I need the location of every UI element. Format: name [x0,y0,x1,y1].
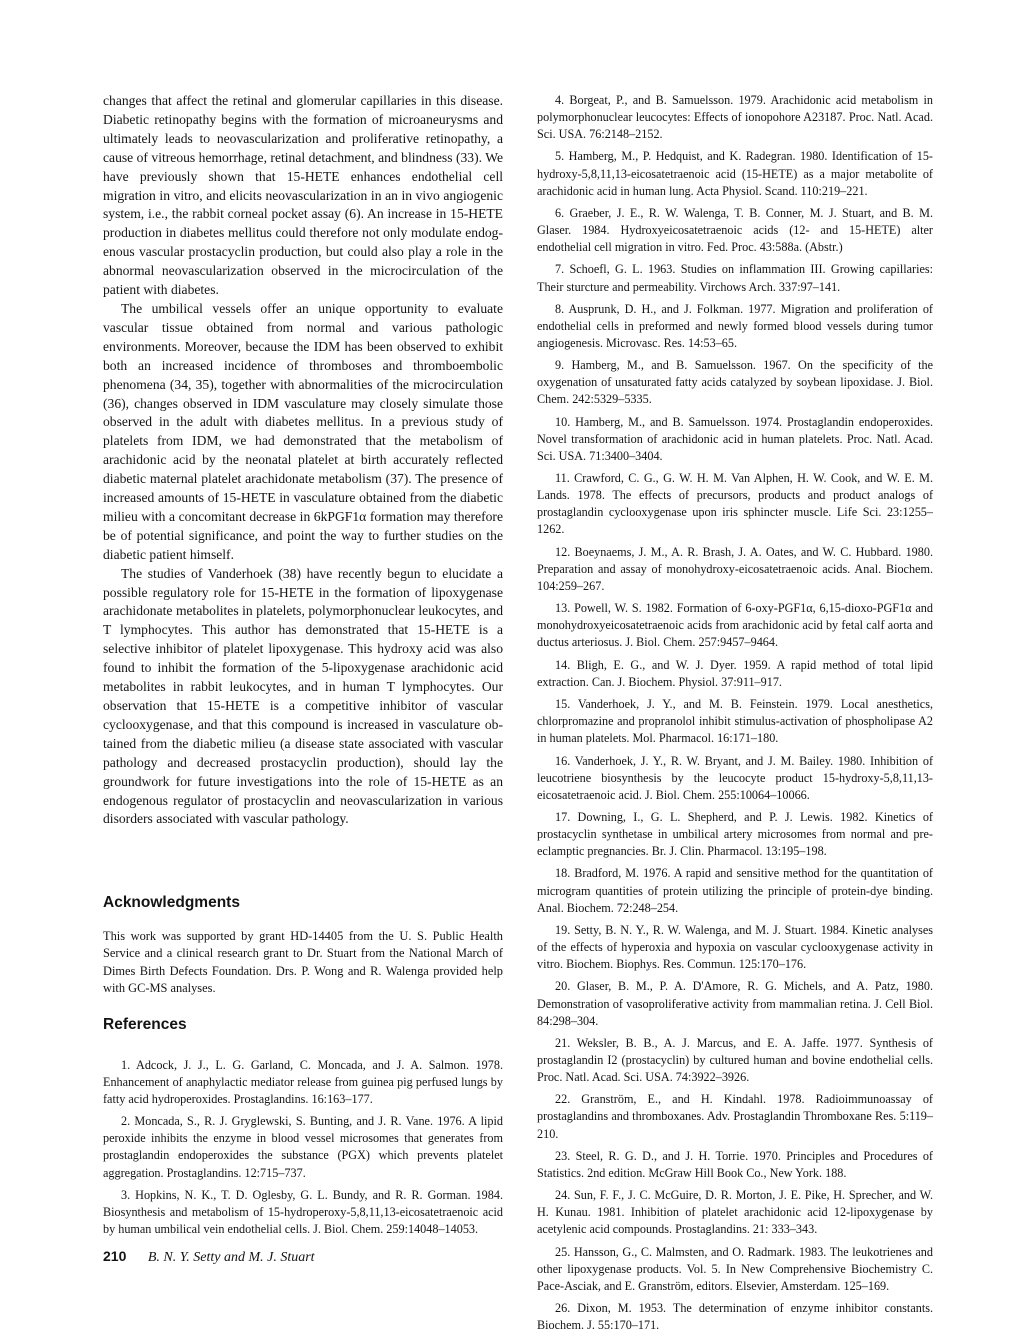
reference-item: 18. Bradford, M. 1976. A rapid and sensitive method for the quantitation of microgram quantities of protein utilizing the principle of protein-dye binding. Anal. Biochem. 72:248–254. [537,866,933,915]
reference-item: 8. Ausprunk, D. H., and J. Folkman. 1977. Migration and proliferation of endothelial cells in preformed and newly formed blood vessels during tumor angiogenesis. Microvasc. Res. 14:53–65. [537,301,933,350]
acknowledgments-heading: Acknowledgments [103,894,240,911]
reference-item: 25. Hansson, G., C. Malmsten, and O. Radmark. 1983. The leukotrienes and other lipoxygenase products. Vol. 5. In New Comprehensive Biochemistry C. Pace-Asciak, and E. Granström, editors. Elsevier, Amsterdam. 125–169. [537,1244,933,1293]
reference-item: 15. Vanderhoek, J. Y., and M. B. Feinstein. 1979. Local anesthetics, chlorpromazine and propranolol inhibit stimulus-activation of phospholipase A2 in human platelets. Mol. Pharmacol. 16:171–180. [537,697,933,746]
body-paragraph: The umbilical vessels offer an unique opportunity to evaluate vascular tissue obtained from normal and various pathologic environments. Moreover, because the IDM has been observed to exhibit both an increased incidence of thromboses and thromboembolic phenomena (34, 35), together with abnormalities of the microcirculation (36), changes observed in IDM vasculature may closely simulate those observed in the adult with diabetes mellitus. In a previous study of platelets from IDM, we had demonstrated that the metabolism of arachidonic acid by the neonatal platelet at birth accurately reflected diabetic maternal platelet arachidonate metabolism (37). The presence of increased amounts of 15-HETE in vasculature obtained from the diabetic milieu with a concomitant decrease in 6kPGF1α formation may therefore be of potential significance, and point the way to further studies on the diabetic patient himself. [103,300,503,562]
right-column-references [537,92,933,1340]
left-column [103,92,503,829]
reference-item: 6. Graeber, J. E., R. W. Walenga, T. B. Conner, M. J. Stuart, and B. M. Glaser. 1984. Hydroxyeicosatetraenoic acids (12- and 15-HETE) alter endothelial cell migration in vitro. Fed. Proc. 43:588a. (Abstr.) [537,205,933,255]
page-number: 210 [103,1248,127,1264]
reference-item: 5. Hamberg, M., P. Hedquist, and K. Radegran. 1980. Identification of 15-hydroxy-5,8,11,13-eicosatetraenoic acid (15-HETE) as a major metabolite of arachidonic acid in human lung. Acta Physiol. Scand. 110:219–221. [537,149,933,198]
reference-item: 14. Bligh, E. G., and W. J. Dyer. 1959. A rapid method of total lipid extraction. Can. J. Biochem. Physiol. 37:911–917. [537,657,933,689]
references-heading: References [103,1016,187,1033]
reference-item: 26. Dixon, M. 1953. The determination of enzyme inhibitor constants. Biochem. J. 55:170–171. [537,1301,933,1333]
page-footer [103,1248,315,1266]
body-paragraph: changes that affect the retinal and glomerular capillaries in this disease. Diabetic retinopathy begins with the formation of microaneurysms and ultimately leads to neovascularization and proliferative retinopathy, a cause of vitreous hemorrhage, retinal detachment, and blindness (33). We have previously shown that 15-HETE enhances endothelial cell migration in vitro, and elicits neovascularization in an in vivo angiogenic system, i.e., the rabbit corneal pocket assay (6). An increase in 15-HETE production in diabetes mellitus could therefore not only modulate endogenous vascular prostacyclin production, but could also play a role in the abnormal neovascularization observed in the microcirculation of the patient with diabetes. [103,93,503,298]
reference-item: 13. Powell, W. S. 1982. Formation of 6-oxy-PGF1α, 6,15-dioxo-PGF1α and monohydroxyeicosatetraenoic acids from arachidonic acid by fetal calf aorta and ductus arteriosus. J. Biol. Chem. 257:9457–9464. [537,601,933,650]
reference-item: 3. Hopkins, N. K., T. D. Oglesby, G. L. Bundy, and R. R. Gorman. 1984. Biosynthesis and metabolism of 15-hydroperoxy-5,8,11,13-eicosatetraenoic acid by human umbilical vein endothelial cells. J. Biol. Chem. 259:14048–14053. [103,1187,503,1236]
reference-item: 4. Borgeat, P., and B. Samuelsson. 1979. Arachidonic acid metabolism in polymorphonuclear leucocytes: Effects of ionopohore A23187. Proc. Natl. Acad. Sci. USA. 76:2148–2152. [537,93,933,142]
reference-item: 1. Adcock, J. J., L. G. Garland, C. Moncada, and J. A. Salmon. 1978. Enhancement of anaphylactic mediator release from guinea pig perfused lungs by fatty acid hydroperoxides. Prostaglandins. 16:163–177. [103,1058,503,1107]
running-authors: B. N. Y. Setty and M. J. Stuart [147,1250,315,1265]
reference-item: 23. Steel, R. G. D., and J. H. Torrie. 1970. Principles and Procedures of Statistics. 2nd edition. McGraw Hill Book Co., New York. 188. [537,1148,933,1180]
reference-item: 10. Hamberg, M., and B. Samuelsson. 1974. Prostaglandin endoperoxides. Novel transformation of arachidonic acid in human platelets. Proc. Natl. Acad. Sci. USA. 71:3400–3404. [537,414,933,463]
reference-item: 7. Schoefl, G. L. 1963. Studies on inflammation III. Growing capillaries: Their sturcture and permeability. Virchows Arch. 337:97–141. [537,262,933,294]
reference-item: 22. Granström, E., and H. Kindahl. 1978. Radioimmunoassay of prostaglandins and thromboxanes. Adv. Prostaglandin Thromboxane Res. 5:119–210. [537,1092,933,1141]
reference-item: 16. Vanderhoek, J. Y., R. W. Bryant, and J. M. Bailey. 1980. Inhibition of leucotriene biosynthesis by the leucocyte product 15-hydroxy-5,8,11,13-eicosatetraenoic acid. J. Biol. Chem. 255:10064–10066. [537,753,933,802]
reference-item: 17. Downing, I., G. L. Shepherd, and P. J. Lewis. 1982. Kinetics of prostacyclin synthetase in umbilical artery microsomes from normal and pre-eclamptic pregnancies. Br. J. Clin. Pharmacol. 13:195–198. [537,810,933,859]
reference-item: 21. Weksler, B. B., A. J. Marcus, and E. A. Jaffe. 1977. Synthesis of prostaglandin I2 (prostacyclin) by cultured human and bovine endothelial cells. Proc. Natl. Acad. Sci. USA. 74:3922–3926. [537,1035,933,1085]
reference-item: 24. Sun, F. F., J. C. McGuire, D. R. Morton, J. E. Pike, H. Sprecher, and W. H. Kunau. 1981. Inhibition of platelet arachidonic acid 12-lipoxygenase by acetylenic acid compounds. Prostaglandins. 21: 333–343. [537,1188,933,1237]
reference-item: 2. Moncada, S., R. J. Gryglewski, S. Bunting, and J. R. Vane. 1976. A lipid peroxide inhibits the enzyme in blood vessel microsomes that generates from prostaglandin endoperoxides the substance (PGX) which prevents platelet aggregation. Prostaglandins. 12:715–737. [103,1114,503,1180]
reference-item: 20. Glaser, B. M., P. A. D'Amore, R. G. Michels, and A. Patz, 1980. Demonstration of vasoproliferative activity from mammalian retina. J. Cell Biol. 84:298–304. [537,979,933,1028]
reference-item: 9. Hamberg, M., and B. Samuelsson. 1967. On the specificity of the oxygenation of unsaturated fatty acids catalyzed by soybean lipoxidase. J. Biol. Chem. 242:5329–5335. [537,358,933,407]
references-left-list [103,1057,503,1243]
reference-item: 12. Boeynaems, J. M., A. R. Brash, J. A. Oates, and W. C. Hubbard. 1980. Preparation and assay of monohydroxy-eicosatetraenoic acids. Anal. Biochem. 104:259–267. [537,544,933,593]
reference-item: 11. Crawford, C. G., G. W. H. M. Van Alphen, H. W. Cook, and W. E. M. Lands. 1978. The effects of precursors, products and product analogs of prostaglandin cyclooxygenase upon iris sphincter muscle. Life Sci. 23:1255–1262. [537,471,933,537]
body-paragraph: The studies of Vanderhoek (38) have recently begun to elucidate a possible regulatory role for 15-HETE in the formation of lipoxygenase arachidonate metabolites in platelets, polymorphonuclear leukocytes, and T lymphocytes. This author has demonstrated that 15-HETE is a selective inhibitor of platelet lipoxygenase. This hydroxy acid was also found to inhibit the formation of the 5-lipoxygenase arachidonic acid metabolites in rabbit leukocytes, and in human T lymphocytes. Our observation that 15-HETE is a competitive inhibitor of vascular cyclooxygenase, and that this compound is increased in vasculature obtained from the diabetic milieu (a disease state associated with vascular pathology and decreased prostacyclin production), should lay the groundwork for future investigations into the role of 15-HETE as an endogenous regulator of prostacyclin and neovascularization in various disorders associated with vascular pathology. [103,565,503,827]
reference-item: 19. Setty, B. N. Y., R. W. Walenga, and M. J. Stuart. 1984. Kinetic analyses of the effects of hyperoxia and hypoxia on vascular cyclooxygenase activity in vitro. Biochem. Biophys. Res. Commun. 125:170–176. [537,922,933,972]
acknowledgments-text: This work was supported by grant HD-14405 from the U. S. Public Health Service and a clinical research grant to Dr. Stuart from the National March of Dimes Birth Defects Foundation. Drs. P. Wong and R. Walenga provided help with GC-MS analyses. [103,929,503,996]
